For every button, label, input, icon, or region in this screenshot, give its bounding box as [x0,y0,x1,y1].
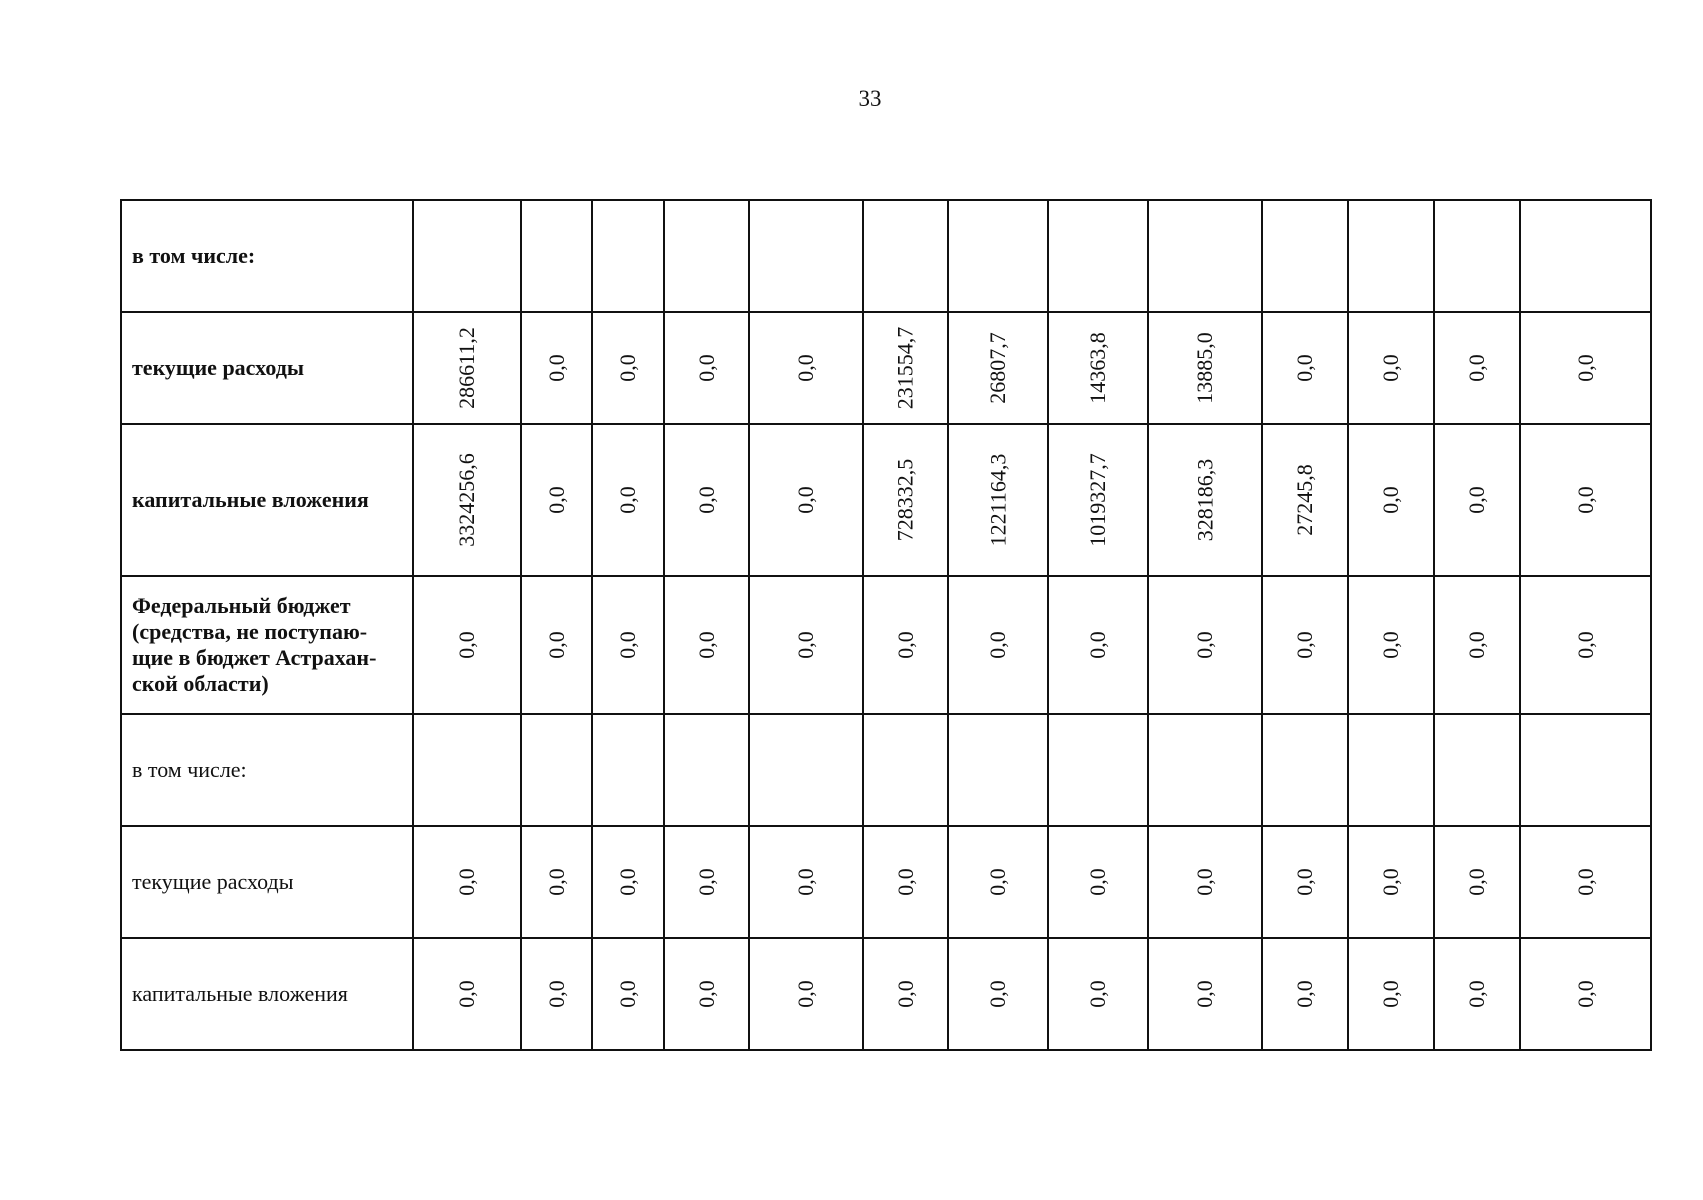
cell-value: 0,0 [793,631,818,659]
value-cell [521,714,592,826]
value-cell [1048,714,1148,826]
cell-value: 0,0 [543,486,569,514]
cell-value: 0,0 [892,868,918,896]
cell-value: 0,0 [793,980,818,1008]
value-cell [1148,312,1262,424]
cell-value: 0,0 [793,868,818,896]
cell-value: 26807,7 [985,332,1010,404]
value-cell [1520,826,1651,938]
cell-value: 0,0 [543,868,569,896]
row-label: капитальные вложения [121,938,413,1050]
value-cell [1262,312,1348,424]
value-cell [1348,312,1434,424]
value-cell [413,714,521,826]
cell-value: 1019327,7 [1085,453,1110,547]
value-cell [664,312,749,424]
cell-value: 0,0 [454,631,479,659]
cell-value: 231554,7 [892,326,918,410]
value-cell [1148,424,1262,576]
value-cell [1348,938,1434,1050]
value-cell [1434,826,1520,938]
cell-value: 0,0 [985,980,1010,1008]
value-cell [592,714,664,826]
row-label: в том числе: [121,200,413,312]
value-cell [664,576,749,714]
cell-value: 0,0 [1292,868,1317,896]
value-cell [1262,576,1348,714]
cell-value: 14363,8 [1085,332,1110,404]
value-cell [413,200,521,312]
row-label: Федеральный бюджет (средства, не поступаю-щие в бюджет Астрахан-ской области) [121,576,413,714]
value-cell [863,312,948,424]
value-cell [413,826,521,938]
value-cell [1348,200,1434,312]
value-cell [413,576,521,714]
value-cell [1348,424,1434,576]
cell-value: 0,0 [1378,868,1403,896]
cell-value: 0,0 [1292,354,1317,382]
value-cell [664,424,749,576]
cell-value: 0,0 [615,486,640,514]
cell-value: 0,0 [985,868,1010,896]
value-cell [749,424,863,576]
table-row [121,714,1651,826]
cell-value: 0,0 [1572,631,1598,659]
cell-value: 27245,8 [1292,464,1317,536]
cell-value: 0,0 [615,631,640,659]
value-cell [592,826,664,938]
value-cell [413,938,521,1050]
row-label: текущие расходы [121,826,413,938]
budget-table [120,199,1652,1051]
table-row [121,200,1651,312]
value-cell [863,200,948,312]
cell-value: 0,0 [615,868,640,896]
value-cell [1048,424,1148,576]
cell-value: 0,0 [693,631,719,659]
value-cell [1148,938,1262,1050]
value-cell [1434,312,1520,424]
value-cell [664,938,749,1050]
cell-value: 0,0 [1085,980,1110,1008]
value-cell [1434,938,1520,1050]
value-cell [413,424,521,576]
value-cell [1148,576,1262,714]
value-cell [749,938,863,1050]
value-cell [521,938,592,1050]
value-cell [948,714,1048,826]
value-cell [863,576,948,714]
row-label: в том числе: [121,714,413,826]
cell-value: 328186,3 [1192,458,1217,542]
cell-value: 286611,2 [454,327,479,409]
value-cell [749,714,863,826]
cell-value: 0,0 [892,631,918,659]
cell-value: 0,0 [1378,980,1403,1008]
value-cell [592,576,664,714]
value-cell [863,714,948,826]
value-cell [749,576,863,714]
value-cell [1520,200,1651,312]
value-cell [1148,200,1262,312]
row-label: капитальные вложения [121,424,413,576]
value-cell [1148,826,1262,938]
value-cell [1348,826,1434,938]
value-cell [948,576,1048,714]
cell-value: 0,0 [543,631,569,659]
value-cell [1520,312,1651,424]
value-cell [521,826,592,938]
cell-value: 3324256,6 [454,453,479,547]
value-cell [1520,576,1651,714]
value-cell [1148,714,1262,826]
row-label: текущие расходы [121,312,413,424]
value-cell [948,424,1048,576]
cell-value: 0,0 [793,486,818,514]
value-cell [592,424,664,576]
value-cell [863,938,948,1050]
cell-value: 0,0 [693,486,719,514]
cell-value: 0,0 [454,980,479,1008]
cell-value: 13885,0 [1192,332,1217,404]
cell-value: 0,0 [985,631,1010,659]
value-cell [1262,200,1348,312]
cell-value: 0,0 [1572,486,1598,514]
cell-value: 0,0 [543,980,569,1008]
cell-value: 0,0 [1464,980,1489,1008]
value-cell [592,312,664,424]
value-cell [1048,826,1148,938]
value-cell [948,312,1048,424]
value-cell [1048,576,1148,714]
cell-value: 0,0 [615,980,640,1008]
table-row [121,312,1651,424]
cell-value: 0,0 [1192,631,1217,659]
cell-value: 0,0 [1464,631,1489,659]
cell-value: 0,0 [1085,631,1110,659]
value-cell [592,938,664,1050]
value-cell [521,424,592,576]
value-cell [1520,714,1651,826]
value-cell [948,826,1048,938]
cell-value: 728332,5 [892,458,918,542]
cell-value: 0,0 [1464,868,1489,896]
cell-value: 0,0 [1378,486,1403,514]
table-row [121,424,1651,576]
cell-value: 0,0 [793,354,818,382]
value-cell [863,424,948,576]
cell-value: 0,0 [1085,868,1110,896]
value-cell [749,312,863,424]
value-cell [1520,424,1651,576]
value-cell [1262,714,1348,826]
cell-value: 0,0 [1378,631,1403,659]
cell-value: 0,0 [892,980,918,1008]
value-cell [749,200,863,312]
value-cell [413,312,521,424]
value-cell [749,826,863,938]
page-number: 33 [858,86,882,111]
value-cell [1434,424,1520,576]
cell-value: 0,0 [1192,868,1217,896]
cell-value: 0,0 [1464,354,1489,382]
cell-value: 0,0 [693,354,719,382]
cell-value: 0,0 [543,354,569,382]
value-cell [948,200,1048,312]
cell-value: 0,0 [693,868,719,896]
value-cell [521,312,592,424]
value-cell [1262,424,1348,576]
cell-value: 0,0 [1464,486,1489,514]
value-cell [948,938,1048,1050]
value-cell [1434,200,1520,312]
value-cell [1262,826,1348,938]
value-cell [1348,714,1434,826]
cell-value: 0,0 [454,868,479,896]
cell-value: 1221164,3 [985,453,1010,547]
value-cell [1262,938,1348,1050]
value-cell [592,200,664,312]
value-cell [664,200,749,312]
cell-value: 0,0 [693,980,719,1008]
cell-value: 0,0 [1572,354,1598,382]
table-row [121,826,1651,938]
cell-value: 0,0 [1378,354,1403,382]
value-cell [521,200,592,312]
value-cell [1048,938,1148,1050]
value-cell [521,576,592,714]
value-cell [664,826,749,938]
cell-value: 0,0 [615,354,640,382]
cell-value: 0,0 [1292,980,1317,1008]
value-cell [1434,714,1520,826]
cell-value: 0,0 [1292,631,1317,659]
cell-value: 0,0 [1572,868,1598,896]
value-cell [863,826,948,938]
value-cell [1048,200,1148,312]
value-cell [1048,312,1148,424]
value-cell [1434,576,1520,714]
value-cell [1348,576,1434,714]
cell-value: 0,0 [1192,980,1217,1008]
cell-value: 0,0 [1572,980,1598,1008]
value-cell [664,714,749,826]
table-row [121,576,1651,714]
table-row [121,938,1651,1050]
value-cell [1520,938,1651,1050]
